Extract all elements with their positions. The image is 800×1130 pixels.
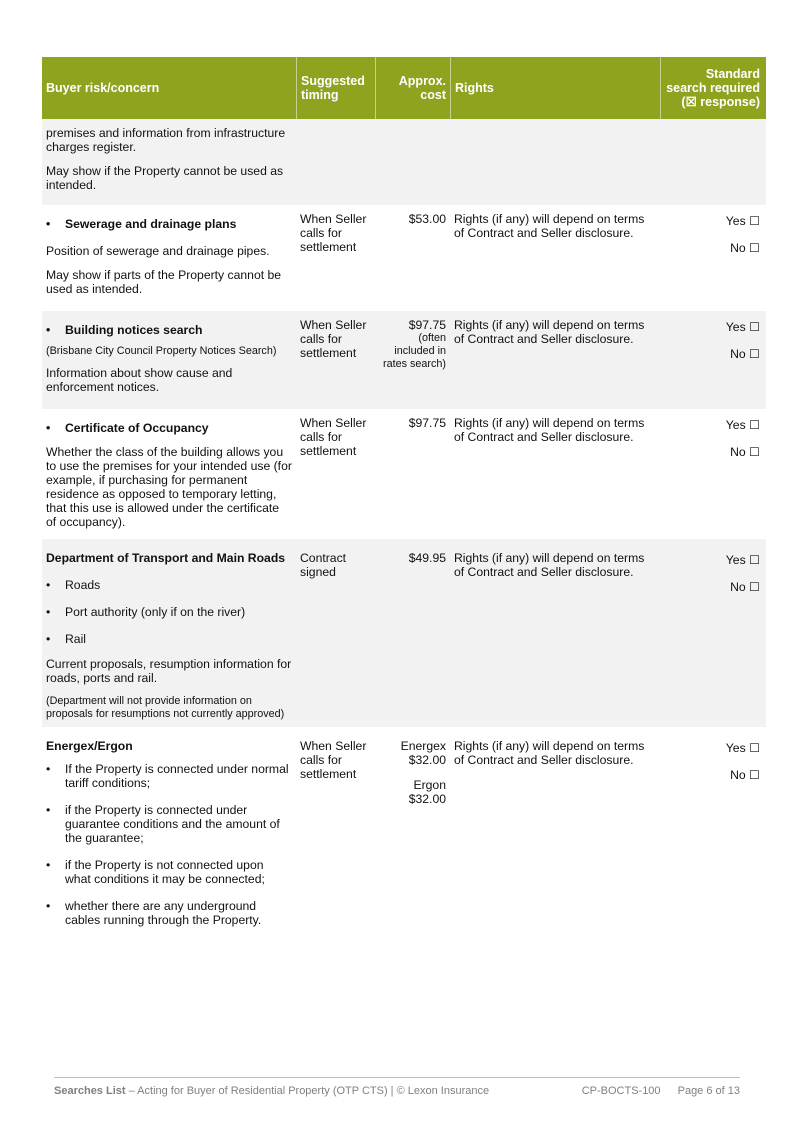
yes-checkbox[interactable]: Yes ☐ [725,320,760,334]
timing-cell: When Seller calls for settlement [300,212,367,254]
concern-text: premises and information from infrastructure charges register. [46,126,286,154]
header-approx-cost: Approx. cost [375,57,450,119]
concern-text: Whether the class of the building allows you to use the premises for your intended use (for example, if purchasing for permanent residence as opposed to temporary letting, that this use is allowed under the certificate of occupancy). [46,445,292,529]
cost-value: $32.00 [408,792,446,806]
header-rights: Rights [450,57,660,119]
list-item: • if the Property is connected under guarantee conditions and the amount of the guarantee; [46,803,292,845]
list-item: • Roads [46,578,292,592]
no-checkbox[interactable]: No ☐ [730,347,760,361]
footer-right [568,1084,740,1098]
list-item: • whether there are any underground cables running through the Property. [46,899,292,927]
list-item: • if the Property is not connected upon what conditions it may be connected; [46,858,292,886]
rights-cell: Rights (if any) will depend on terms of Contract and Seller disclosure. [454,318,645,346]
yes-checkbox[interactable]: Yes ☐ [725,418,760,432]
concern-heading: Energex/Ergon [46,739,133,753]
cost-value: $32.00 [408,753,446,767]
header-standard-search: Standard search required (☒ response) [660,57,766,119]
table-row [42,119,766,205]
concern-title: • Sewerage and drainage plans [46,217,292,231]
cost-value: $53.00 [408,212,446,226]
concern-text: May show if the Property cannot be used as intended. [46,164,284,192]
searches-table [42,57,766,937]
concern-text: Position of sewerage and drainage pipes. [46,244,270,258]
rights-cell: Rights (if any) will depend on terms of Contract and Seller disclosure. [454,212,645,240]
table-row [42,539,766,727]
rights-cell: Rights (if any) will depend on terms of Contract and Seller disclosure. [454,416,645,444]
concern-heading: Department of Transport and Main Roads [46,551,286,565]
concern-title: • Certificate of Occupancy [46,421,292,435]
no-checkbox[interactable]: No ☐ [730,580,760,594]
timing-cell: Contract signed [300,551,347,579]
list-item: • Port authority (only if on the river) [46,605,292,619]
page-number: Page 6 of 13 [677,1085,740,1097]
yes-checkbox[interactable]: Yes ☐ [725,214,760,228]
no-checkbox[interactable]: No ☐ [730,445,760,459]
list-item: • If the Property is connected under normal tariff conditions; [46,762,292,790]
concern-text: Information about show cause and enforcement notices. [46,366,233,394]
header-suggested-timing: Suggested timing [296,57,375,119]
header-buyer-risk: Buyer risk/concern [46,81,160,95]
table-row [42,727,766,937]
footer-title: Searches List [54,1085,126,1097]
document-code: CP-BOCTS-100 [581,1085,661,1097]
footer-subtitle: – Acting for Buyer of Residential Property (OTP CTS) | © Lexon Insurance [125,1085,490,1097]
timing-cell: When Seller calls for settlement [300,739,367,781]
no-checkbox[interactable]: No ☐ [730,241,760,255]
concern-title: • Building notices search [46,323,292,337]
timing-cell: When Seller calls for settlement [300,416,367,458]
yes-checkbox[interactable]: Yes ☐ [725,553,760,567]
table-row [42,205,766,311]
concern-text: May show if parts of the Property cannot be used as intended. [46,268,282,296]
yes-checkbox[interactable]: Yes ☐ [725,741,760,755]
cost-note: (often included in rates search) [382,332,446,370]
table-row [42,311,766,409]
cost-label: Ergon [413,778,446,792]
footer-left [54,1084,489,1098]
no-checkbox[interactable]: No ☐ [730,768,760,782]
page-footer [54,1077,740,1098]
concern-note: (Department will not provide information on proposals for resumptions not currently approved) [46,695,285,720]
table-row [42,409,766,539]
rights-cell: Rights (if any) will depend on terms of Contract and Seller disclosure. [454,551,645,579]
cost-value: $97.75 [408,318,446,332]
table-header [42,57,766,119]
cost-value: $97.75 [408,416,446,430]
list-item: • Rail [46,632,292,646]
cost-label: Energex [400,739,446,753]
rights-cell: Rights (if any) will depend on terms of Contract and Seller disclosure. [454,739,645,767]
cost-value: $49.95 [408,551,446,565]
concern-text: Current proposals, resumption information for roads, ports and rail. [46,657,292,685]
concern-subtitle: (Brisbane City Council Property Notices Search) [46,345,277,357]
timing-cell: When Seller calls for settlement [300,318,367,360]
